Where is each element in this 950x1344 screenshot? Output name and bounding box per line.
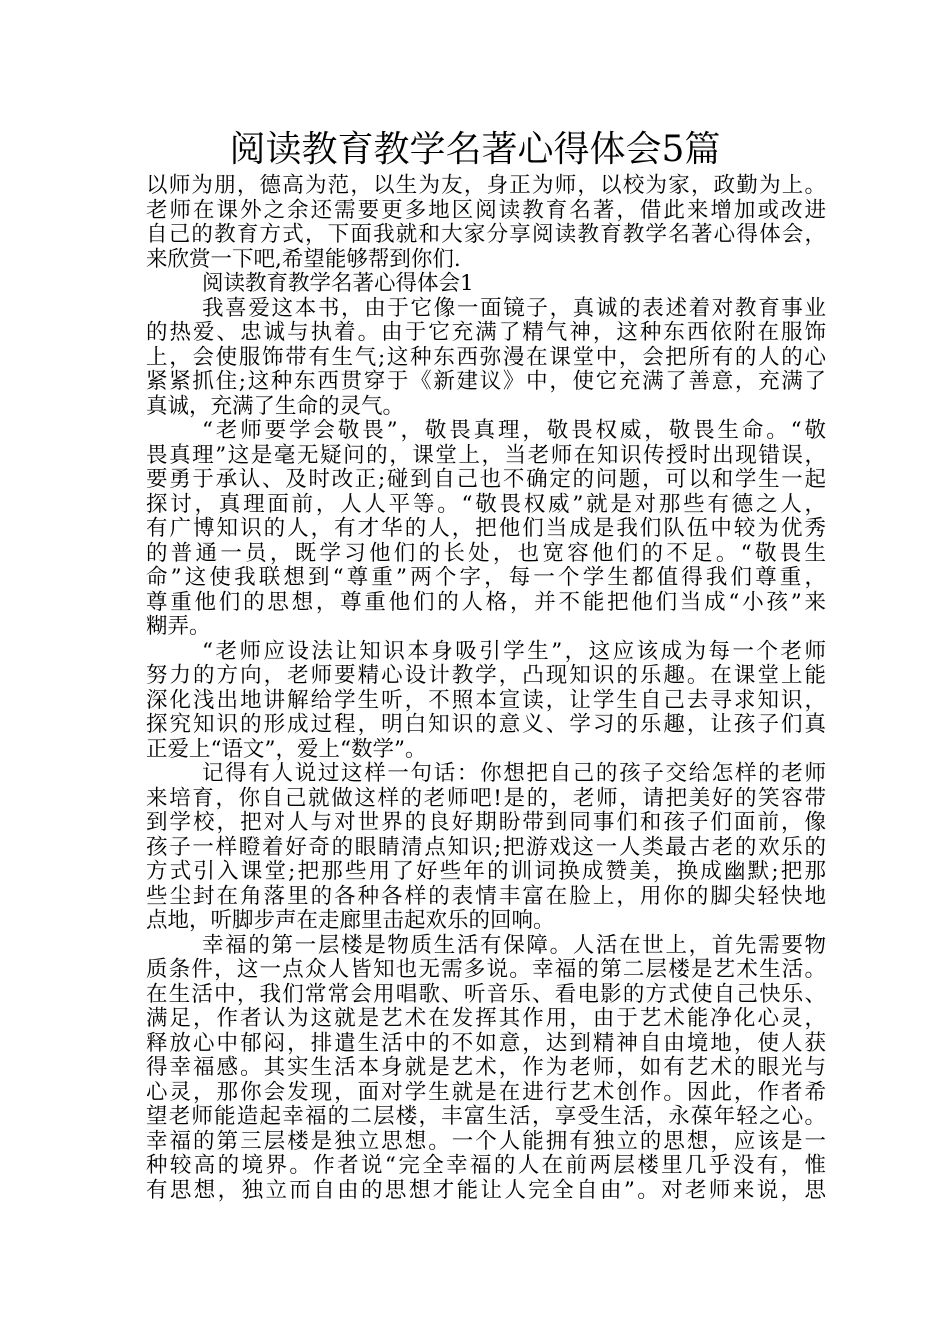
text-line: 来欣赏一下吧,希望能够帮到你们. (146, 246, 461, 272)
text-line: 的热爱、忠诚与执着。由于它充满了精气神，这种东西依附在服饰 (146, 320, 826, 345)
text-line: 心灵，那你会发现，面对学生就是在进行艺术创作。因此，作者希 (146, 1079, 826, 1105)
text-line: 到学校，把对人与对世界的良好期盼带到同事们和孩子们面前，像 (146, 810, 826, 835)
text-line: 探究知识的形成过程，明白知识的意义、学习的乐趣，让孩子们真 (146, 712, 826, 737)
text-line: 幸福的第一层楼是物质生活有保障。人活在世上，首先需要物 (202, 932, 826, 958)
text-line: 自己的教育方式，下面我就和大家分享阅读教育教学名著心得体会， (146, 222, 826, 247)
text-line: 方式引入课堂;把那些用了好些年的训词换成赞美，换成幽默;把那 (146, 859, 826, 884)
text-line: 糊弄。 (146, 614, 211, 639)
text-line: 释放心中郁闷，排遣生活中的不如意，达到精神自由境地，使人获 (146, 1030, 826, 1056)
text-line: 以师为朋，德高为范，以生为友，身正为师，以校为家，政勤为上。 (146, 173, 826, 198)
text-line: 努力的方向，老师要精心设计教学，凸现知识的乐趣。在课堂上能 (146, 663, 826, 688)
text-line: 质条件，这一点众人皆知也无需多说。幸福的第二层楼是艺术生活。 (146, 957, 826, 982)
text-line: 紧紧抓住;这种东西贯穿于《新建议》中，使它充满了善意，充满了 (146, 369, 826, 394)
text-line: 上，会使服饰带有生气;这种东西弥漫在课堂中，会把所有的人的心 (146, 344, 826, 370)
text-line: 来培育，你自己就做这样的老师吧!是的，老师，请把美好的笑容带 (146, 785, 826, 811)
text-line: 幸福的第三层楼是独立思想。一个人能拥有独立的思想，应该是一 (146, 1128, 826, 1154)
text-line: 要勇于承认、及时改正;碰到自己也不确定的问题，可以和学生一起 (146, 467, 826, 492)
text-line: 尊重他们的思想，尊重他们的人格，并不能把他们当成“小孩”来 (146, 589, 826, 615)
text-line: 命”这使我联想到“尊重”两个字，每一个学生都值得我们尊重， (146, 565, 826, 590)
text-line: 探讨，真理面前，人人平等。“敬畏权威”就是对那些有德之人， (146, 491, 826, 517)
text-line: 望老师能造起幸福的二层楼，丰富生活，享受生活，永葆年轻之心。 (146, 1104, 826, 1129)
text-line: 孩子一样瞪着好奇的眼睛清点知识;把游戏这一人类最古老的欢乐的 (146, 834, 826, 860)
document-body (146, 174, 826, 1203)
text-line: 的普通一员，既学习他们的长处，也宽容他们的不足。“敬畏生 (146, 540, 826, 566)
text-line: 得幸福感。其实生活本身就是艺术，作为老师，如有艺术的眼光与 (146, 1055, 826, 1080)
text-line: 记得有人说过这样一句话：你想把自己的孩子交给怎样的老师 (202, 761, 826, 786)
text-line: 正爱上“语文”，爱上“数学”。 (146, 736, 427, 762)
document-title: 阅读教育教学名著心得体会5篇 (229, 129, 721, 170)
text-line: 老师在课外之余还需要更多地区阅读教育名著，借此来增加或改进 (146, 197, 826, 223)
text-line: 些尘封在角落里的各种各样的表情丰富在脸上，用你的脚尖轻快地 (146, 883, 826, 909)
text-line: 点地，听脚步声在走廊里击起欢乐的回响。 (146, 908, 555, 933)
text-line: “老师应设法让知识本身吸引学生”，这应该成为每一个老师 (202, 638, 826, 664)
text-line: 畏真理”这是毫无疑问的，课堂上，当老师在知识传授时出现错误， (146, 442, 826, 468)
text-line: 满足，作者认为这就是艺术在发挥其作用，由于艺术能净化心灵， (146, 1006, 826, 1031)
text-line: 我喜爱这本书，由于它像一面镜子，真诚的表述着对教育事业 (202, 295, 826, 321)
text-line: 在生活中，我们常常会用唱歌、听音乐、看电影的方式使自己快乐、 (146, 981, 826, 1007)
text-line: “老师要学会敬畏”，敬畏真理，敬畏权威，敬畏生命。“敬 (202, 418, 826, 443)
section-heading: 阅读教育教学名著心得体会1 (202, 271, 474, 296)
text-line: 种较高的境界。作者说“完全幸福的人在前两层楼里几乎没有，惟 (146, 1153, 826, 1178)
text-line: 真诚，充满了生命的灵气。 (146, 393, 405, 419)
text-line: 有广博知识的人，有才华的人，把他们当成是我们队伍中较为优秀 (146, 516, 826, 541)
text-line: 深化浅出地讲解给学生听，不照本宣读，让学生自己去寻求知识， (146, 687, 826, 713)
text-line: 有思想，独立而自由的思想才能让人完全自由”。对老师来说，思 (146, 1177, 826, 1203)
